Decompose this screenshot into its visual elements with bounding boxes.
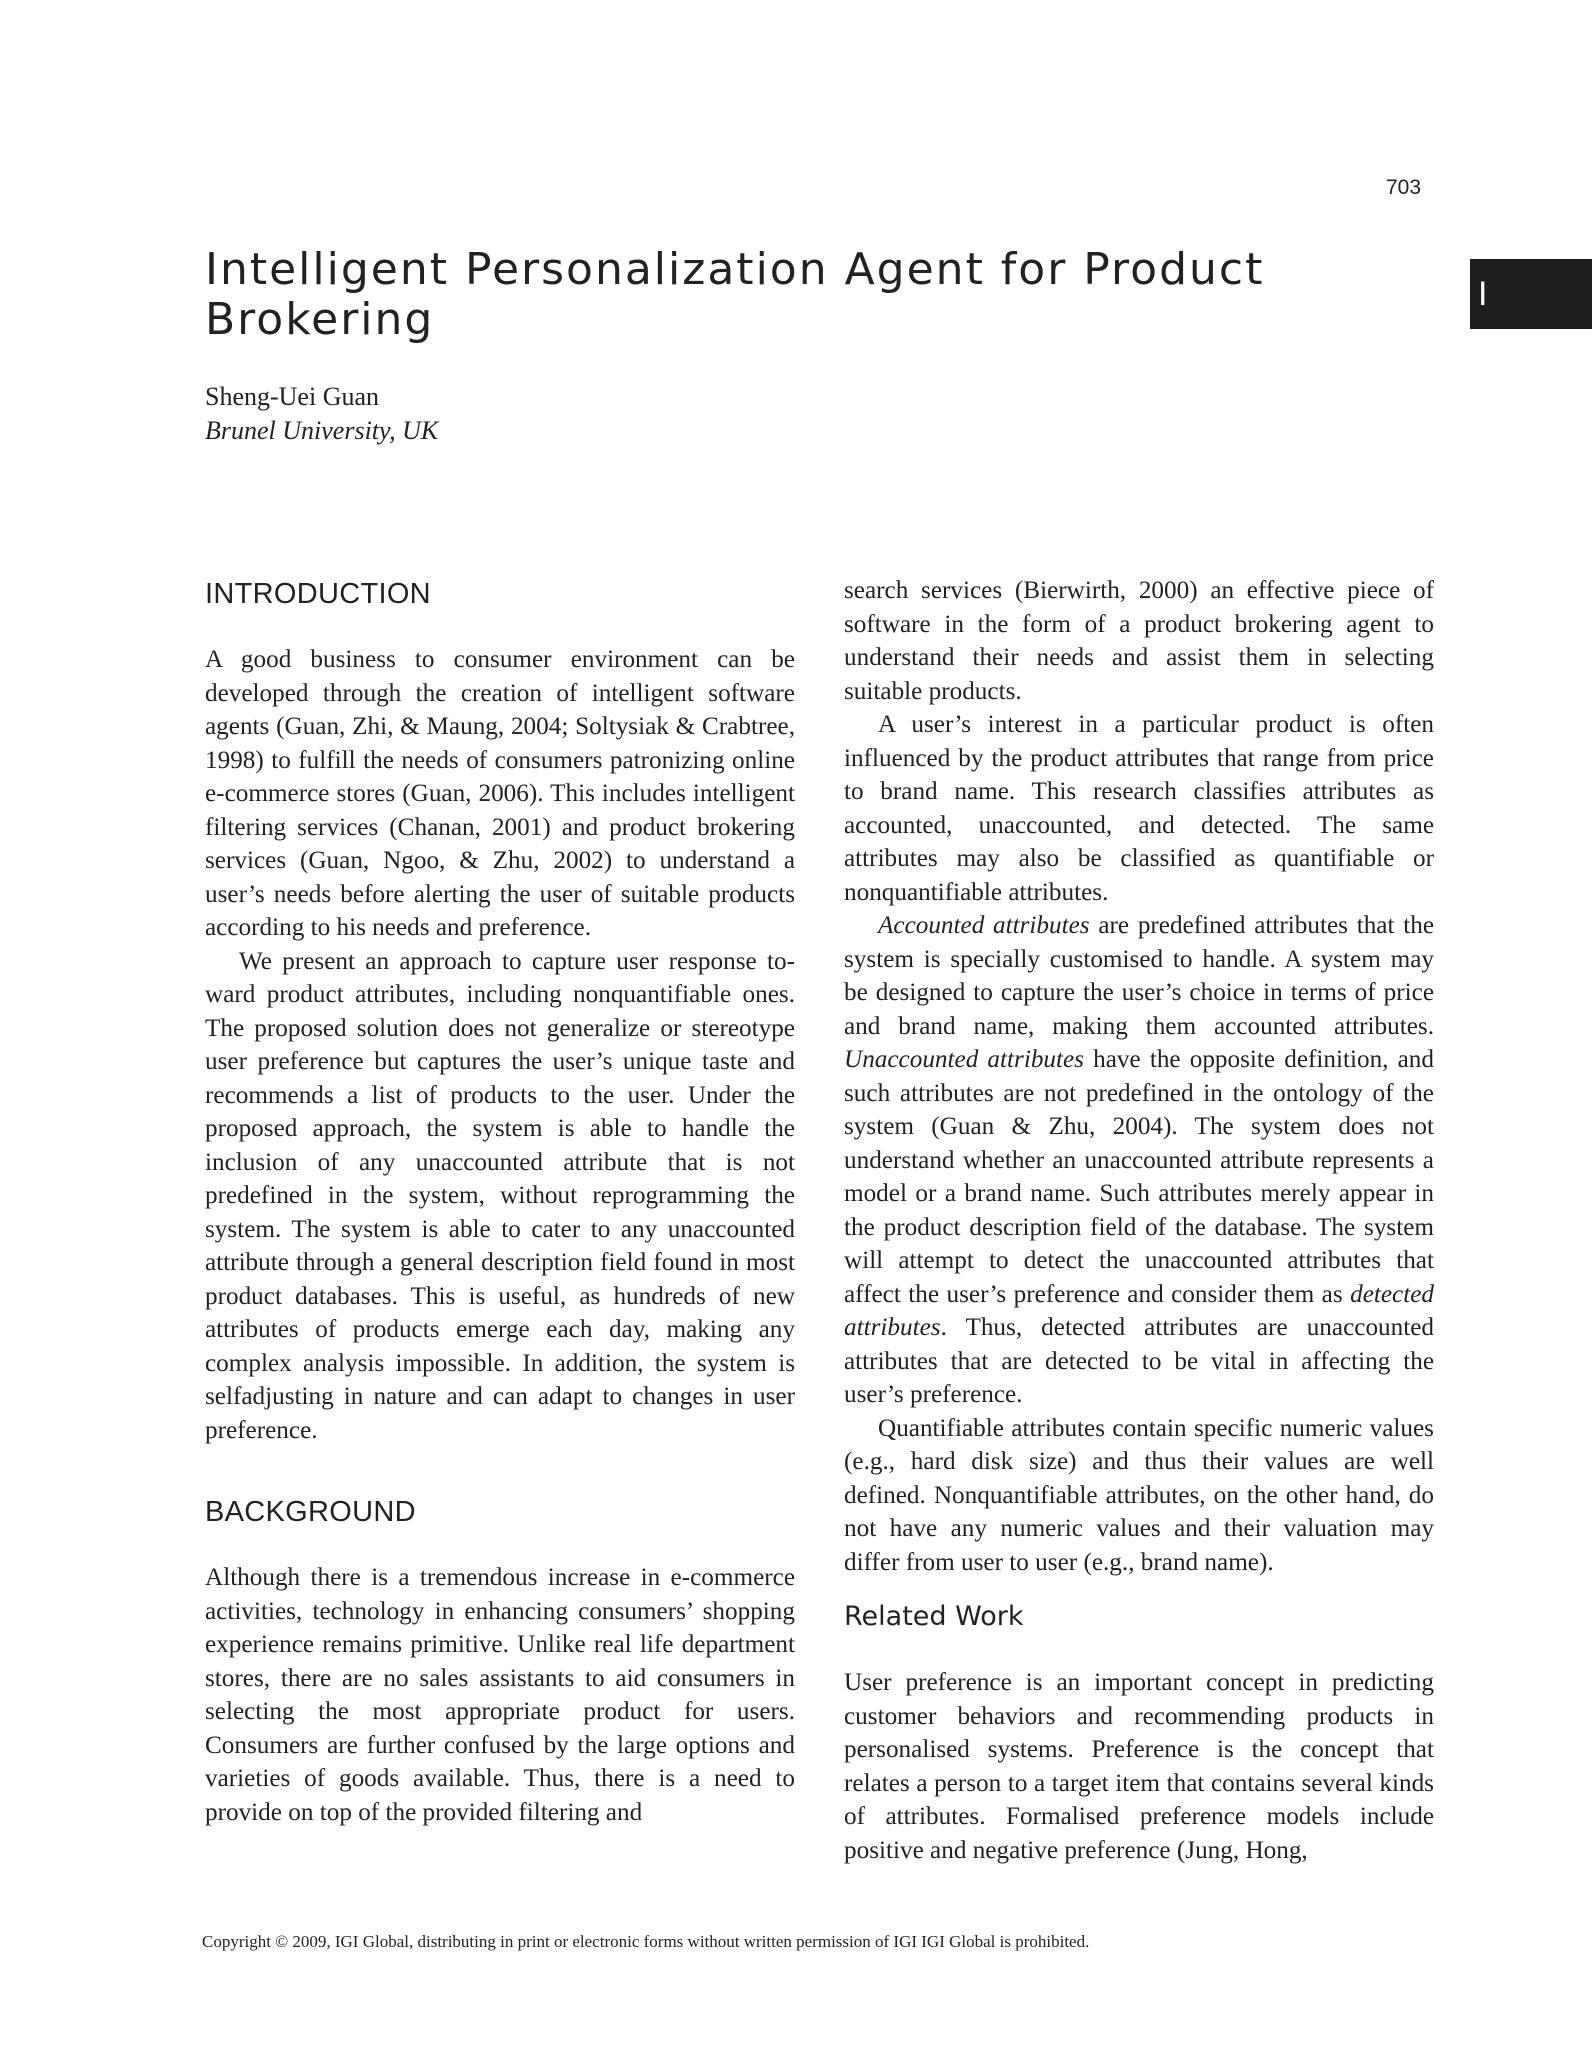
background-paragraph-1-continued: search services (Bierwirth, 2000) an effective piece of software in the form of a product brokering agent to understand their needs and assist them in selecting suitable products.	[844, 577, 1434, 705]
paragraph-3-text-a: are predefined attributes that the system is specially customised to handle. A system may be designed to capture the user’s choice in terms of price and brand name, making them accounted attributes.	[844, 912, 1434, 1040]
background-paragraph-1: Although there is a tremendous increase in e-commerce activities, technology in enhancing consumers’ shopping experience remains primitive. Unlike real life department stores, there are no sales assistants to aid consumers in selecting the most appropriate product for users. Consumers are further confused by the large options and varieties of goods available. Thus, there is a need to provide on top of the provided filtering and	[205, 1564, 795, 1826]
background-paragraph-4: Quantifiable attributes contain specific numeric values (e.g., hard disk size) and thus their values are well defined. Nonquantifiable attributes, on the other hand, do not have any numeric values and their valuation may differ from user to user (e.g., brand name).	[844, 1414, 1434, 1576]
introduction-heading: INTRODUCTION	[205, 578, 431, 610]
term-detected-attributes: detected attributes	[844, 1280, 1434, 1341]
right-column	[844, 574, 1434, 1867]
page-number: 703	[1386, 176, 1422, 199]
related-work-paragraph-1: User preference is an important concept in predicting customer behaviors and recommending products in personalised systems. Preference is the concept that relates a person to a target item that contains several kinds of attributes. Formalised preference models include positive and negative preference (Jung, Hong,	[844, 1669, 1434, 1864]
introduction-paragraph-2: We present an approach to capture user response toward product attributes, including nonquantifiable ones. The proposed solution does not generalize or stereotype user preference but captures the user’s unique taste and recommends a list of products to the user. Under the proposed approach, the system is able to handle the inclusion of any unaccounted attribute that is not predefined in the system, without reprogramming the system. The system is able to cater to any unaccounted attribute through a general description field found in most product databases. This is useful, as hundreds of new attributes of products emerge each day, making any complex analysis impossible. In addition, the system is selfadjusting in nature and can adapt to changes in user preference.	[205, 947, 795, 1444]
author-name: Sheng-Uei Guan	[205, 382, 380, 411]
background-paragraph-2: A user’s interest in a particular product is often influenced by the product attributes that range from price to brand name. This research classifies attributes as accounted, unaccounted, and detected. The same attributes may also be classified as quantifiable or nonquantifiable attributes.	[844, 711, 1434, 906]
paragraph-3-text-c: . Thus, detected attributes are unaccounted attributes that are detected to be vital in affecting the user’s preference.	[844, 1314, 1434, 1408]
background-heading: BACKGROUND	[205, 1496, 416, 1528]
author-block	[205, 380, 438, 448]
introduction-paragraph-1: A good business to consumer environment can be developed through the creation of intelligent software agents (Guan, Zhi, & Maung, 2004; Soltysiak & Crabtree, 1998) to fulfill the needs of consumers patronizing online e-commerce stores (Guan, 2006). This includes intelligent filtering services (Chanan, 2001) and product brokering services (Guan, Ngoo, & Zhu, 2002) to understand a user’s needs before alerting the user of suitable products according to his needs and preference.	[205, 646, 795, 941]
copyright-notice: Copyright © 2009, IGI Global, distributing in print or electronic forms without written permission of IGI IGI Global is prohibited.	[202, 1932, 1090, 1951]
background-paragraph-3	[844, 909, 1434, 1412]
article-title: Intelligent Personalization Agent for Product Brokering	[205, 244, 1265, 345]
section-letter-tab: I	[1470, 259, 1592, 329]
related-work-heading: Related Work	[844, 1601, 1024, 1632]
term-unaccounted-attributes: Unaccounted attributes	[844, 1046, 1084, 1073]
left-column	[205, 576, 795, 1829]
paragraph-3-text-b: have the opposite definition, and such attributes are not predefined in the ontology of the system (Guan & Zhu, 2004). The system does not understand whether an unaccounted attribute represents a model or a brand name. Such attributes merely appear in the product description field of the database. The system will attempt to detect the unaccounted attributes that affect the user’s preference and consider them as	[844, 1046, 1434, 1308]
term-accounted-attributes: Accounted attributes	[878, 912, 1090, 939]
author-affiliation: Brunel University, UK	[205, 416, 439, 445]
